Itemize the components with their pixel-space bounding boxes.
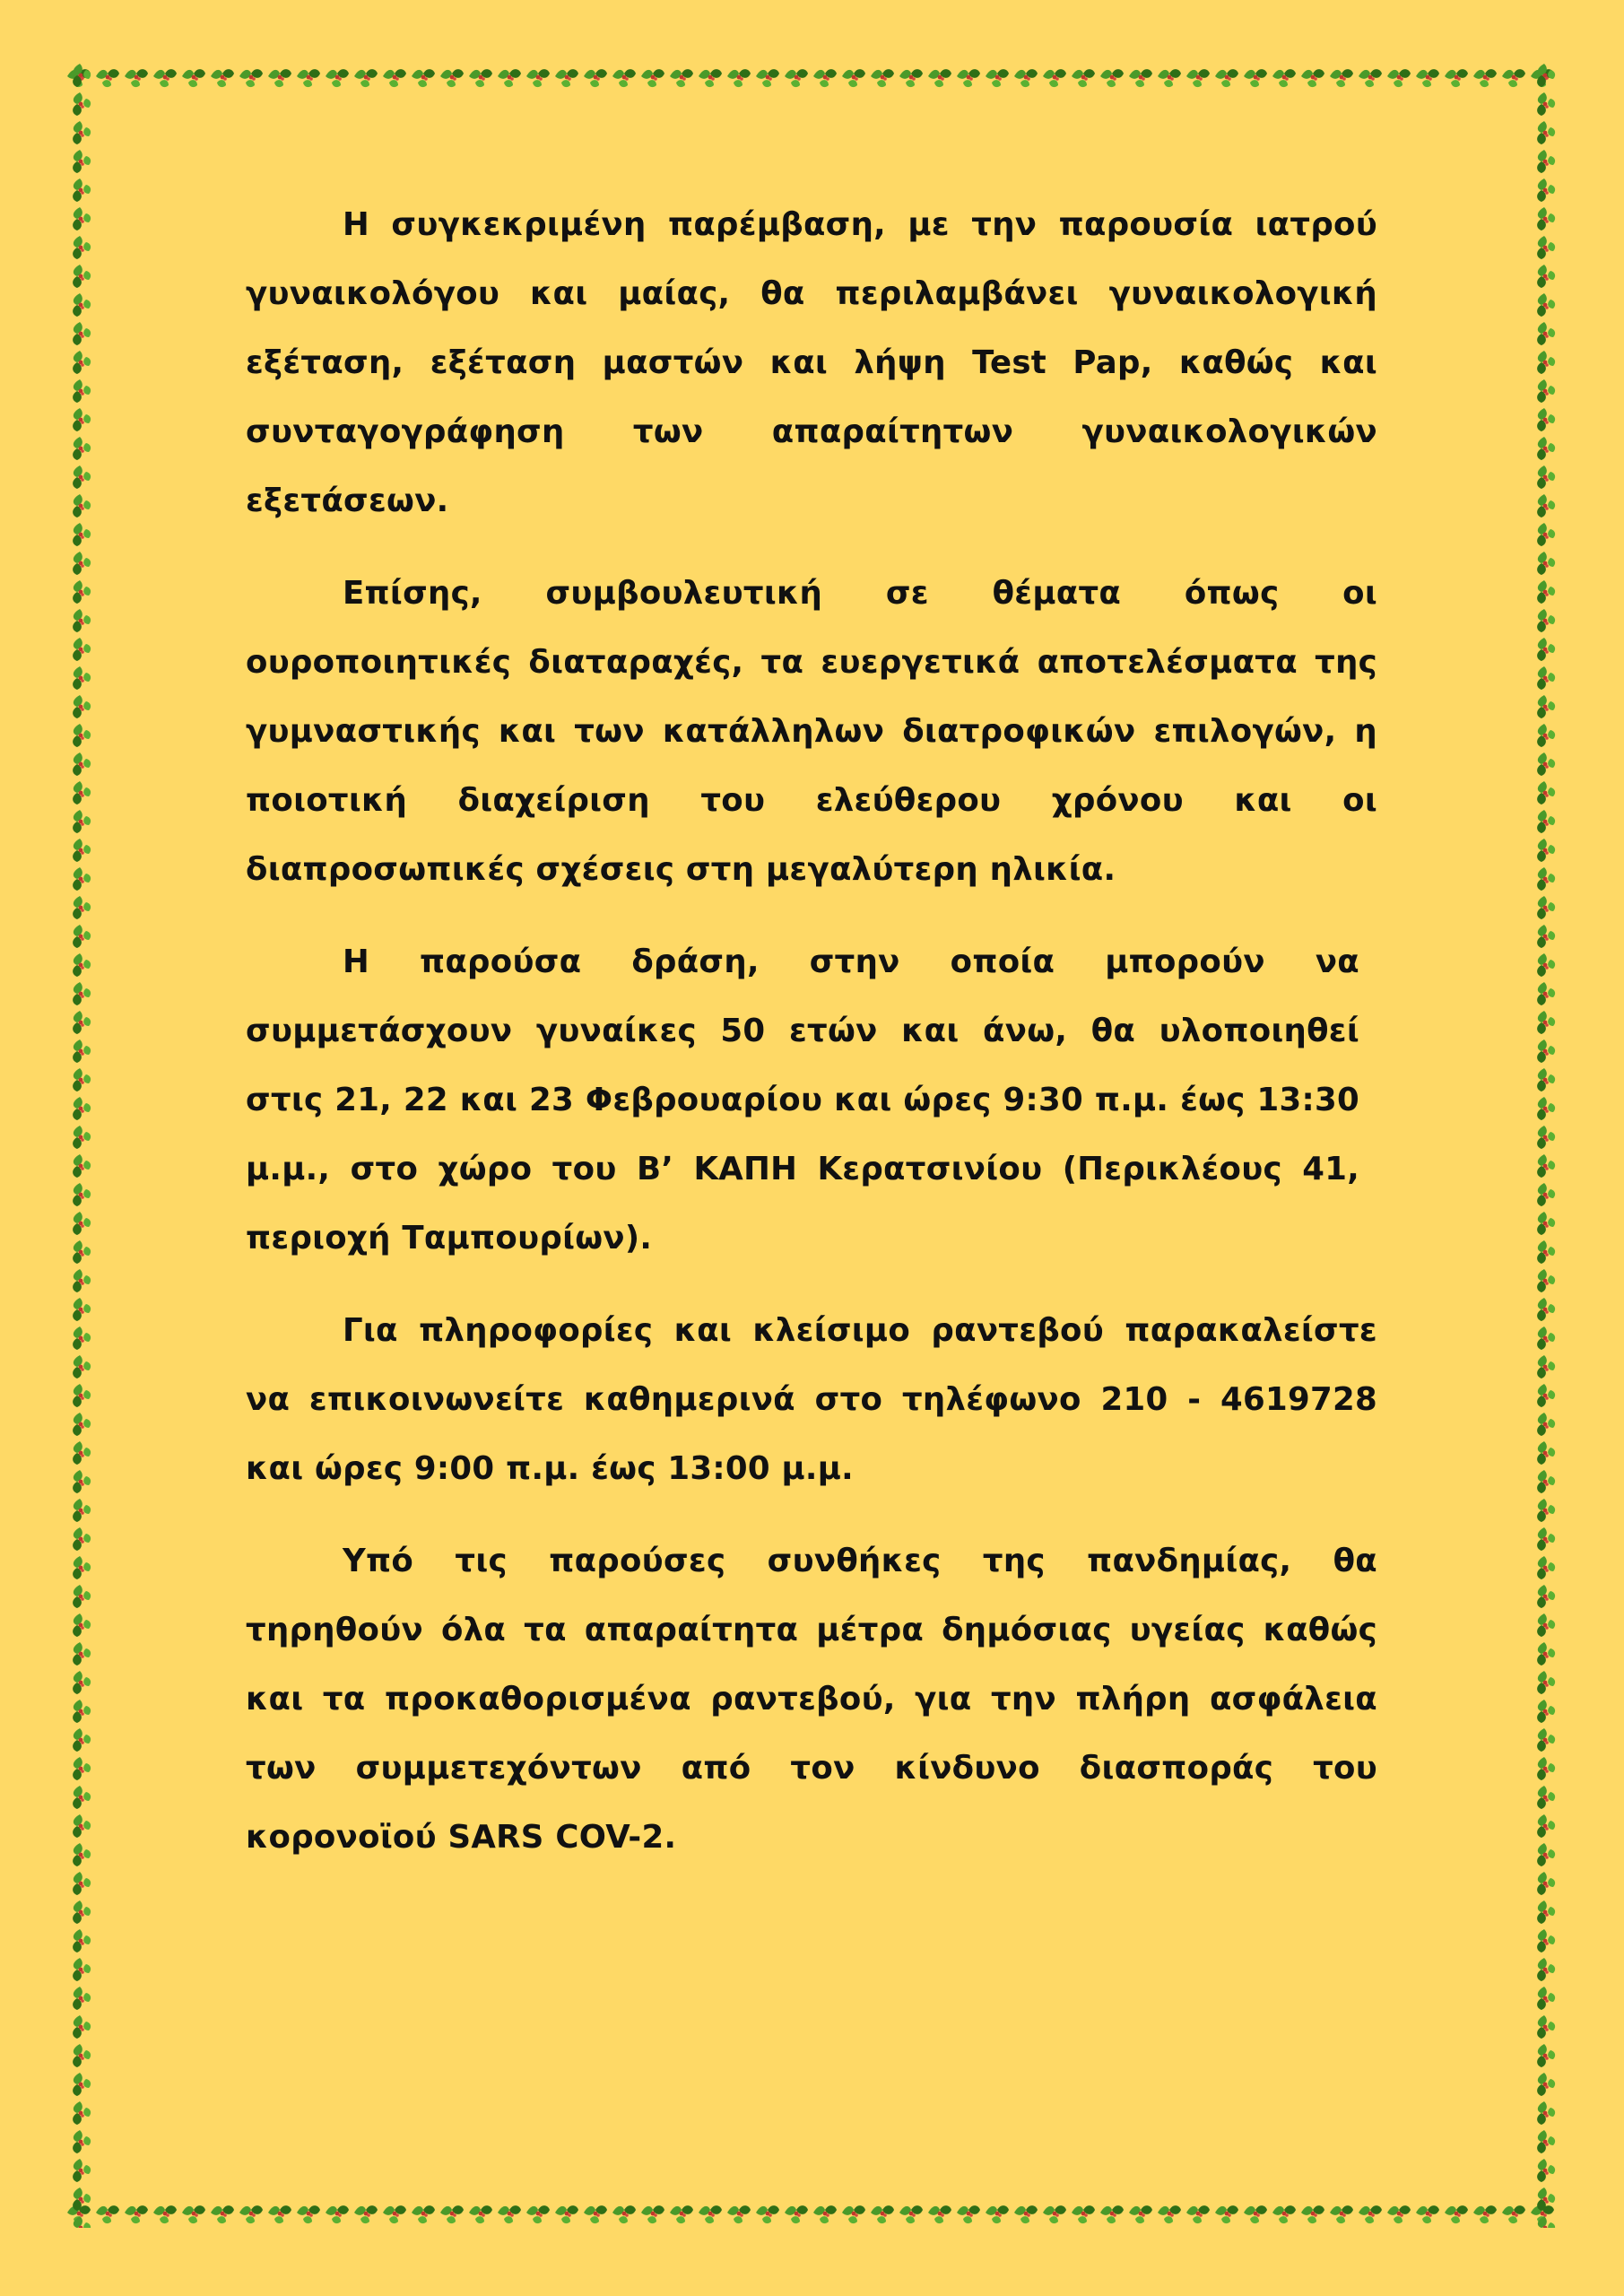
paragraph-counseling: Επίσης, συμβουλευτική σε θέματα όπως οι ουροποιητικές διαταραχές, τα ευεργετικά αποτελέσματα της γυμναστικής και των κατάλληλων διατροφικών επιλογών, η ποιοτική διαχείριση του ελεύθερου χρόνου και οι διαπροσωπικές σχέσεις στη μεγαλύτερη ηλικία. (246, 575, 1377, 888)
holly-border-bottom (65, 2197, 1559, 2228)
paragraph-exam-services: Η συγκεκριμένη παρέμβαση, με την παρουσία ιατρού γυναικολόγου και μαίας, θα περιλαμβάνει γυναικολογική εξέταση, εξέταση μαστών και λήψη Test Pap, καθώς και συνταγογράφηση των απαραίτητων γυναικολογικών εξετάσεων. (246, 206, 1377, 519)
document-body (246, 190, 1377, 1895)
paragraph-event-details: Η παρούσα δράση, στην οποία μπορούν να συμμετάσχουν γυναίκες 50 ετών και άνω, θα υλοποιηθεί στις 21, 22 και 23 Φεβρουαρίου και ώρες 9:30 π.μ. έως 13:30 μ.μ., στο χώρο του Β’ ΚΑΠΗ Κερατσινίου (Περικλέους 41, περιοχή Ταμπουρίων). (246, 944, 1359, 1257)
paragraph-pandemic-measures: Υπό τις παρούσες συνθήκες της πανδημίας, θα τηρηθούν όλα τα απαραίτητα μέτρα δημόσιας υγείας καθώς και τα προκαθορισμένα ραντεβού, για την πλήρη ασφάλεια των συμμετεχόντων από τον κίνδυνο διασποράς του κορονοϊού SARS COV-2. (246, 1543, 1377, 1856)
paragraph-contact-info: Για πληροφορίες και κλείσιμο ραντεβού παρακαλείστε να επικοινωνείτε καθημερινά στο τηλέφωνο 210 - 4619728 και ώρες 9:00 π.μ. έως 13:00 μ.μ. (246, 1312, 1377, 1487)
holly-border-left (65, 61, 95, 2228)
holly-border-right (1529, 61, 1559, 2228)
holly-border-top (65, 61, 1559, 91)
